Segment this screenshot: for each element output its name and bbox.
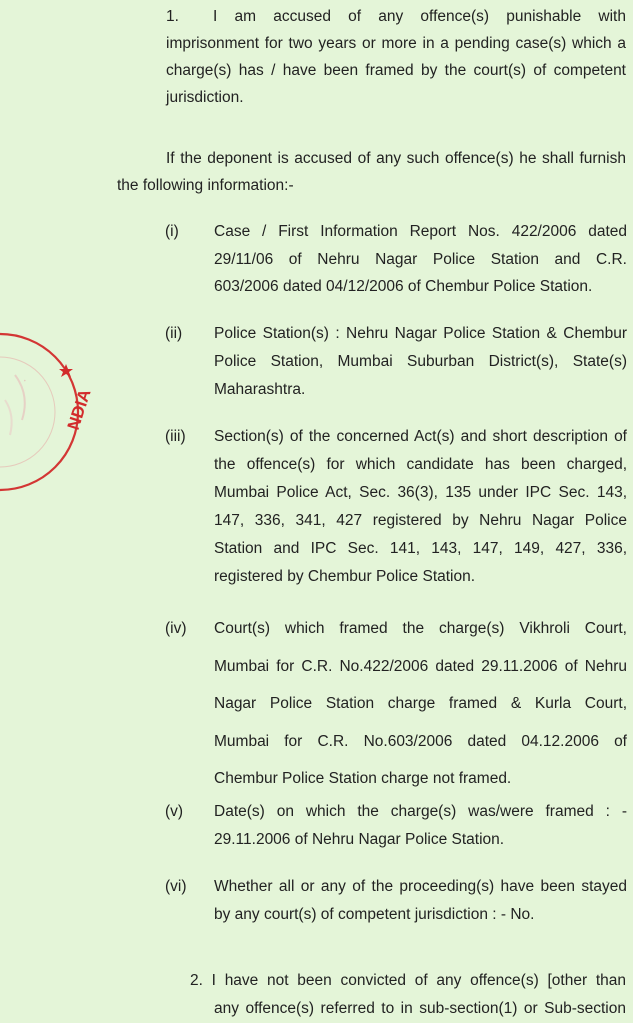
item-text bbox=[214, 423, 627, 591]
item-label: (iii) bbox=[165, 428, 186, 445]
item-line: 29.11.2006 of Nehru Nagar Police Station. bbox=[214, 831, 505, 848]
item-label: (ii) bbox=[165, 325, 183, 342]
item-line: Station and IPC Sec. 141, 143, 147, 149, 427, 336, bbox=[214, 540, 627, 557]
item-text bbox=[214, 610, 627, 798]
item-label: (iv) bbox=[165, 620, 187, 637]
item-line: 603/2006 dated 04/12/2006 of Chembur Police Station. bbox=[214, 278, 593, 295]
item-line: 147, 336, 341, 427 registered by Nehru Nagar Police bbox=[214, 512, 627, 529]
intro-line-2: the following information:- bbox=[117, 177, 294, 194]
item-line: Police Station, Mumbai Suburban District(s), State(s) bbox=[214, 353, 627, 370]
item-line: Mumbai for C.R. No.422/2006 dated 29.11.2006 of Nehru bbox=[214, 657, 627, 675]
item-line: Court(s) which framed the charge(s) Vikhroli Court, bbox=[214, 620, 627, 637]
svg-text:·: · bbox=[17, 375, 33, 386]
item-line: Section(s) of the concerned Act(s) and short description of bbox=[214, 428, 627, 445]
item-line: Whether all or any of the proceeding(s) have been stayed bbox=[214, 878, 627, 895]
paragraph-2-line-1: 2. I have not been convicted of any offence(s) [other than bbox=[190, 972, 626, 989]
seal-text: NDIA bbox=[63, 386, 95, 433]
item-line: the offence(s) for which candidate has been charged, bbox=[214, 456, 627, 473]
item-line: Nagar Police Station charge framed & Kurla Court, bbox=[214, 695, 627, 712]
intro-line-1: If the deponent is accused of any such offence(s) he shall furnish bbox=[166, 150, 626, 167]
item-line: 29/11/06 of Nehru Nagar Police Station and C.R. bbox=[214, 250, 627, 268]
item-label: (v) bbox=[165, 803, 184, 820]
item-line: Case / First Information Report Nos. 422/2006 dated bbox=[214, 223, 627, 240]
item-label: (i) bbox=[165, 223, 179, 240]
paragraph-1-number: 1. bbox=[166, 8, 179, 25]
item-line: registered by Chembur Police Station. bbox=[214, 568, 476, 585]
item-text bbox=[214, 320, 627, 404]
item-line: Mumbai Police Act, Sec. 36(3), 135 under IPC Sec. 143, bbox=[214, 484, 627, 501]
star-icon bbox=[59, 364, 73, 377]
paragraph-1-line-4: jurisdiction. bbox=[166, 89, 244, 106]
item-label: (vi) bbox=[165, 878, 187, 895]
item-text bbox=[214, 798, 627, 854]
item-line: Police Station(s) : Nehru Nagar Police Station & Chembur bbox=[214, 325, 627, 342]
official-seal-stamp bbox=[0, 305, 100, 495]
item-text bbox=[214, 873, 627, 929]
paragraph-1-line-2: imprisonment for two years or more in a pending case(s) which a bbox=[166, 35, 626, 52]
item-line: by any court(s) of competent jurisdiction : - No. bbox=[214, 906, 535, 923]
paragraph-1-line-1: I am accused of any offence(s) punishable with bbox=[213, 8, 626, 25]
item-text bbox=[214, 218, 627, 301]
item-line: Date(s) on which the charge(s) was/were framed : - bbox=[214, 803, 627, 820]
item-line: Chembur Police Station charge not framed. bbox=[214, 770, 512, 787]
item-line: Maharashtra. bbox=[214, 381, 306, 398]
paragraph-1-line-3: charge(s) has / have been framed by the court(s) of competent bbox=[166, 62, 626, 79]
item-line: Mumbai for C.R. No.603/2006 dated 04.12.2006 of bbox=[214, 732, 627, 750]
paragraph-2-line-2: any offence(s) referred to in sub-section(1) or Sub-section bbox=[214, 1000, 626, 1017]
